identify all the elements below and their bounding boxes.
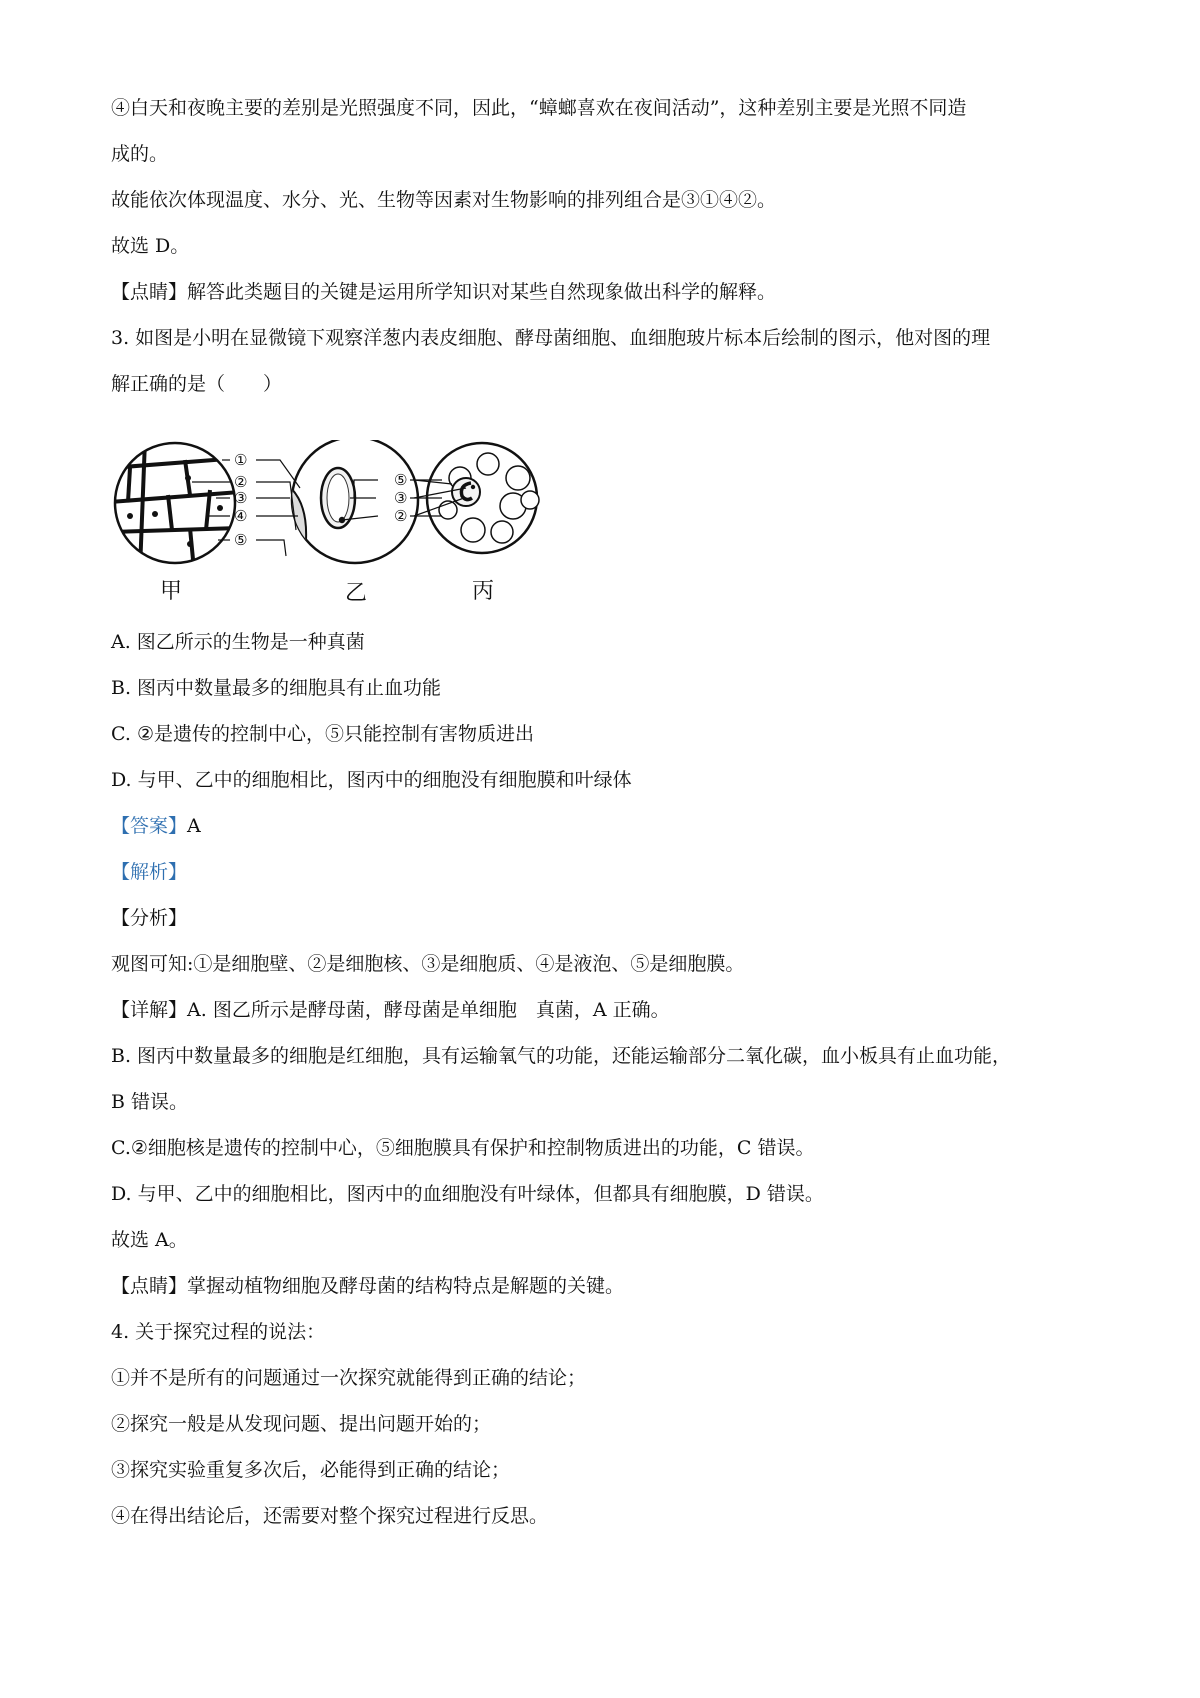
dianjing-tag: 【点睛】 (111, 281, 188, 303)
answer-line (111, 814, 201, 838)
dianjing-2-line (111, 1274, 624, 1298)
onion-cell-drawing (110, 440, 240, 570)
label-5: ⑤ (234, 531, 248, 549)
dianjing-2-text: 掌握动植物细胞及酵母菌的结构特点是解题的关键。 (187, 1275, 625, 1297)
dianjing-2-tag: 【点睛】 (111, 1275, 188, 1297)
q4-item-1: ①并不是所有的问题通过一次探究就能得到正确的结论； (111, 1367, 587, 1389)
answer-tag: 【答案】 (111, 815, 188, 837)
text-line: ④白天和夜晚主要的差别是光照强度不同，因此，“蟑螂喜欢在夜间活动”，这种差别主要是光照不同造 (111, 97, 967, 119)
option-d: D. 与甲、乙中的细胞相比，图丙中的细胞没有细胞膜和叶绿体 (111, 769, 632, 791)
option-b: B. 图丙中数量最多的细胞具有止血功能 (111, 677, 442, 699)
question-4-stem: 4. 关于探究过程的说法： (111, 1321, 326, 1343)
answer-value: A (187, 815, 201, 837)
dianjing-line (111, 280, 776, 304)
detail-b: B. 图丙中数量最多的细胞是红细胞，具有运输氧气的功能，还能运输部分二氧化碳，血小板具有止血功能， (111, 1045, 1012, 1067)
caption-bing: 丙 (472, 579, 495, 604)
cell-figure-svg (110, 440, 590, 610)
text-line: 故能依次体现温度、水分、光、生物等因素对生物影响的排列组合是③①④②。 (111, 189, 777, 211)
q4-item-4: ④在得出结论后，还需要对整个探究过程进行反思。 (111, 1505, 549, 1527)
choose-a: 故选 A。 (111, 1229, 188, 1251)
detail-a-line (111, 998, 670, 1022)
detail-tag: 【详解】 (111, 999, 188, 1021)
label-2-right: ② (394, 507, 408, 525)
label-5-right: ⑤ (394, 471, 408, 489)
question-3-stem: 3. 如图是小明在显微镜下观察洋葱内表皮细胞、酵母菌细胞、血细胞玻片标本后绘制的图示，他对图的理 (111, 327, 991, 349)
detail-c: C.②细胞核是遗传的控制中心，⑤细胞膜具有保护和控制物质进出的功能，C 错误。 (111, 1137, 815, 1159)
text-line: 成的。 (111, 143, 169, 165)
label-1: ① (234, 451, 248, 469)
jiexi-tag: 【解析】 (111, 861, 188, 883)
detail-a: A. 图乙所示是酵母菌，酵母菌是单细胞 真菌，A 正确。 (187, 999, 670, 1021)
text-line: 故选 D。 (111, 235, 190, 257)
q4-item-3: ③探究实验重复多次后，必能得到正确的结论； (111, 1459, 511, 1481)
detail-b-cont: B 错误。 (111, 1091, 189, 1113)
caption-yi: 乙 (345, 581, 368, 606)
label-3-right: ③ (394, 489, 408, 507)
q4-item-2: ②探究一般是从发现问题、提出问题开始的； (111, 1413, 492, 1435)
label-2: ② (234, 473, 248, 491)
dianjing-text: 解答此类题目的关键是运用所学知识对某些自然现象做出科学的解释。 (187, 281, 777, 303)
caption-jia: 甲 (160, 579, 183, 604)
analysis-text: 观图可知:①是细胞壁、②是细胞核、③是细胞质、④是液泡、⑤是细胞膜。 (111, 953, 745, 975)
option-a: A. 图乙所示的生物是一种真菌 (111, 631, 365, 653)
option-c: C. ②是遗传的控制中心，⑤只能控制有害物质进出 (111, 723, 534, 745)
fenxi-tag: 【分析】 (111, 907, 188, 929)
question-3-stem-cont: 解正确的是（ ） (111, 373, 283, 395)
cell-figure (110, 440, 590, 610)
blood-cell-drawing (427, 443, 539, 553)
detail-d: D. 与甲、乙中的细胞相比，图丙中的血细胞没有叶绿体，但都具有细胞膜，D 错误。 (111, 1183, 824, 1205)
label-4: ④ (234, 507, 248, 525)
label-3: ③ (234, 489, 248, 507)
